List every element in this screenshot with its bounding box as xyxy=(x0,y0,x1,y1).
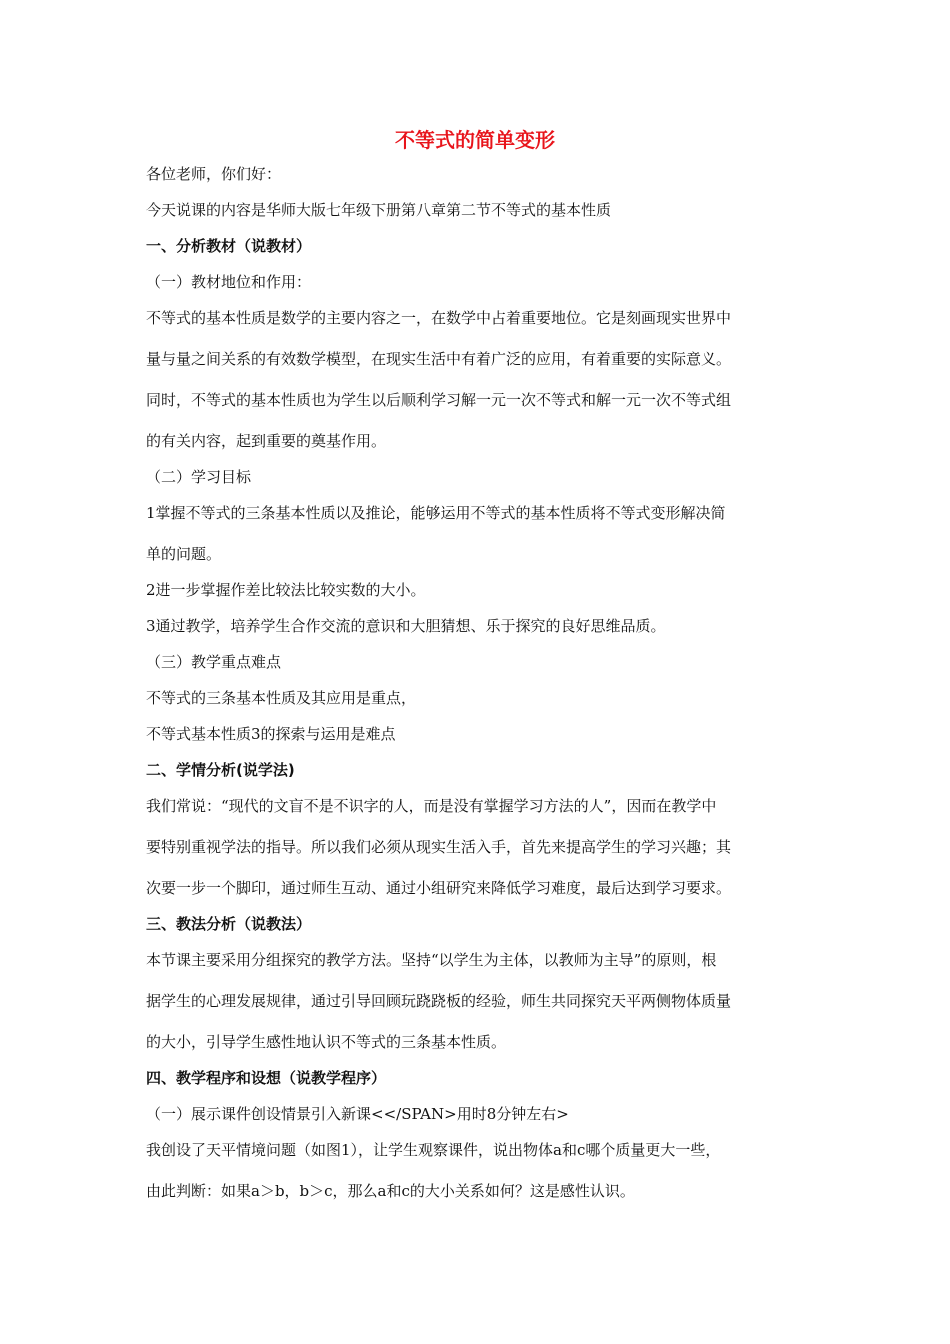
paragraph-line: 不等式的基本性质是数学的主要内容之一，在数学中占着重要地位。它是刻画现实世界中 xyxy=(146,309,732,327)
paragraph-line: 我们常说：“现代的文盲不是不识字的人，而是没有掌握学习方法的人”，因而在教学中 xyxy=(146,797,717,815)
paragraph-line: 据学生的心理发展规律，通过引导回顾玩跷跷板的经验，师生共同探究天平两侧物体质量 xyxy=(146,992,732,1010)
subsection-heading: （一）教材地位和作用： xyxy=(146,273,312,291)
paragraph-line: 由此判断：如果a＞b，b＞c，那么a和c的大小关系如何？这是感性认识。 xyxy=(146,1182,635,1200)
paragraph-line: 量与量之间关系的有效数学模型，在现实生活中有着广泛的应用，有着重要的实际意义。 xyxy=(146,350,732,368)
paragraph-line: 本节课主要采用分组探究的教学方法。坚持“以学生为主体，以教师为主导”的原则，根 xyxy=(146,951,717,969)
section-heading: 二、学情分析(说学法) xyxy=(146,761,295,779)
section-heading: 三、教法分析（说教法） xyxy=(146,915,312,933)
paragraph-line: 2进一步掌握作差比较法比较实数的大小。 xyxy=(146,581,426,599)
paragraph-line: 不等式的三条基本性质及其应用是重点， xyxy=(146,689,417,707)
paragraph-line: 的有关内容，起到重要的奠基作用。 xyxy=(146,432,387,450)
paragraph-line: 单的问题。 xyxy=(146,545,222,563)
paragraph-line: 1掌握不等式的三条基本性质以及推论，能够运用不等式的基本性质将不等式变形解决简 xyxy=(146,504,726,522)
section-heading: 一、分析教材（说教材） xyxy=(146,237,312,255)
subsection-heading: （三）教学重点难点 xyxy=(146,653,282,671)
paragraph-line: 3通过教学，培养学生合作交流的意识和大胆猜想、乐于探究的良好思维品质。 xyxy=(146,617,666,635)
subsection-heading: （二）学习目标 xyxy=(146,468,252,486)
paragraph-line: 不等式基本性质3的探索与运用是难点 xyxy=(146,725,396,743)
subsection-heading: （一）展示课件创设情景引入新课<</SPAN>用时8分钟左右> xyxy=(146,1105,569,1123)
document-title: 不等式的简单变形 xyxy=(395,128,555,152)
paragraph-line: 要特别重视学法的指导。所以我们必须从现实生活入手，首先来提高学生的学习兴趣；其 xyxy=(146,838,732,856)
paragraph-line: 的大小，引导学生感性地认识不等式的三条基本性质。 xyxy=(146,1033,507,1051)
paragraph-line: 次要一步一个脚印，通过师生互动、通过小组研究来降低学习难度，最后达到学习要求。 xyxy=(146,879,732,897)
section-heading: 四、教学程序和设想（说教学程序） xyxy=(146,1069,387,1087)
greeting: 各位老师，你们好： xyxy=(146,165,282,183)
paragraph-line: 我创设了天平情境问题（如图1），让学生观察课件，说出物体a和c哪个质量更大一些， xyxy=(146,1141,721,1159)
paragraph-line: 今天说课的内容是华师大版七年级下册第八章第二节不等式的基本性质 xyxy=(146,201,612,219)
paragraph-line: 同时，不等式的基本性质也为学生以后顺利学习解一元一次不等式和解一元一次不等式组 xyxy=(146,391,732,409)
